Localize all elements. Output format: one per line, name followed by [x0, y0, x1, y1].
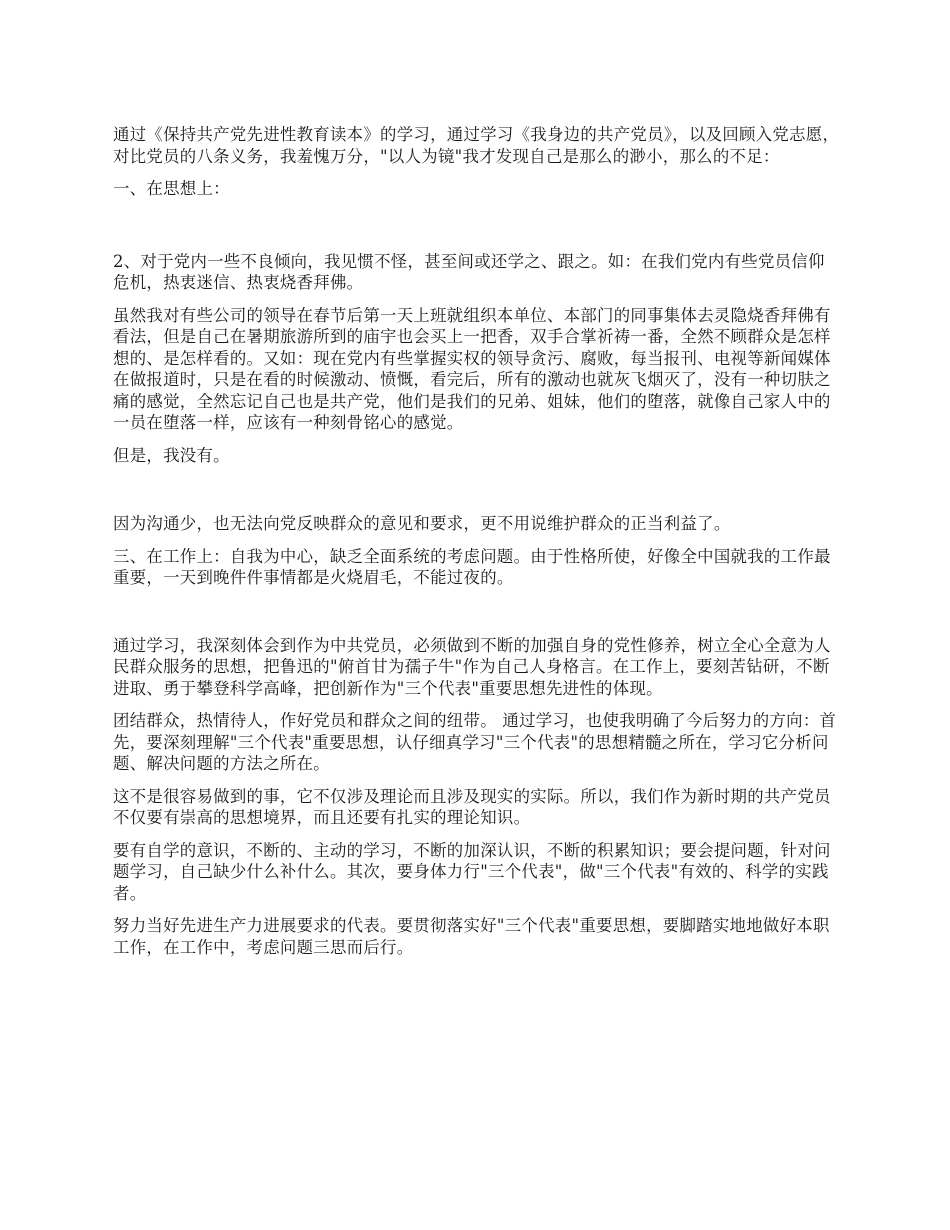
- paragraph-learning: 通过学习，我深刻体会到作为中共党员，必须做到不断的加强自身的党性修养，树立全心全意为人民群众服务的思想，把鲁迅的"俯首甘为孺子牛"作为自己人身格言。在工作上，要刻苦钻研，不断进取、勇于攀登科学高峰，把创新作为"三个代表"重要思想先进性的体现。: [113, 635, 831, 698]
- blank-gap: [113, 477, 840, 513]
- document-page: [113, 124, 840, 969]
- paragraph-incense-example: 虽然我对有些公司的领导在春节后第一天上班就组织本单位、本部门的同事集体去灵隐烧香拜佛有看法，但是自己在暑期旅游所到的庙宇也会买上一把香，双手合掌祈祷一番，全然不顾群众是怎样想的、是怎样看的。又如：现在党内有些掌握实权的领导贪污、腐败，每当报刊、电视等新闻媒体在做报道时，只是在看的时候激动、愤慨，看完后，所有的激动也就灰飞烟灭了，没有一种切肤之痛的感觉，全然忘记自己也是共产党，他们是我们的兄弟、姐妹，他们的堕落，就像自己家人中的一员在堕落一样，应该有一种刻骨铭心的感觉。: [113, 305, 831, 432]
- paragraph-intro: 通过《保持共产党先进性教育读本》的学习，通过学习《我身边的共产党员》，以及回顾入党志愿，对比党员的八条义务，我羞愧万分，"以人为镜"我才发现自己是那么的渺小，那么的不足：: [113, 125, 840, 166]
- paragraph-but-not: 但是，我没有。: [113, 445, 230, 465]
- heading-ideology: 一、在思想上：: [113, 179, 230, 198]
- blank-gap: [113, 600, 840, 635]
- paragraph-unite-masses: 团结群众，热情待人，作好党员和群众之间的纽带。 通过学习，也使我明确了今后努力的方向：首先，要深刻理解"三个代表"重要思想，认仔细真学习"三个代表"的思想精髓之所在，学习它分析问题、解决问题的方法之所在。: [113, 711, 837, 773]
- paragraph-not-easy: 这不是很容易做到的事，它不仅涉及理论而且涉及现实的实际。所以，我们作为新时期的共产党员不仅要有崇高的思想境界，而且还要有扎实的理论知识。: [113, 786, 831, 827]
- paragraph-point-2: 2、对于党内一些不良倾向，我见惯不怪，甚至间或还学之、跟之。如：在我们党内有些党员信仰危机，热衷迷信、热衷烧香拜佛。: [113, 251, 825, 292]
- paragraph-productivity: 努力当好先进生产力进展要求的代表。要贯彻落实好"三个代表"重要思想，要脚踏实地地做好本职工作，在工作中，考虑问题三思而后行。: [113, 916, 830, 957]
- heading-work: 三、在工作上：自我为中心，缺乏全面系统的考虑问题。由于性格所使，好像全中国就我的工作最重要，一天到晚件件事情都是火烧眉毛，不能过夜的。: [113, 546, 831, 587]
- blank-gap: [113, 211, 840, 251]
- paragraph-communication: 因为沟通少，也无法向党反映群众的意见和要求，更不用说维护群众的正当利益了。: [113, 514, 731, 533]
- paragraph-self-study: 要有自学的意识，不断的、主动的学习，不断的加深认识，不断的积累知识；要会提问题，针对问题学习，自己缺少什么补什么。其次，要身体力行"三个代表"，做"三个代表"有效的、科学的实践者。: [113, 840, 831, 903]
